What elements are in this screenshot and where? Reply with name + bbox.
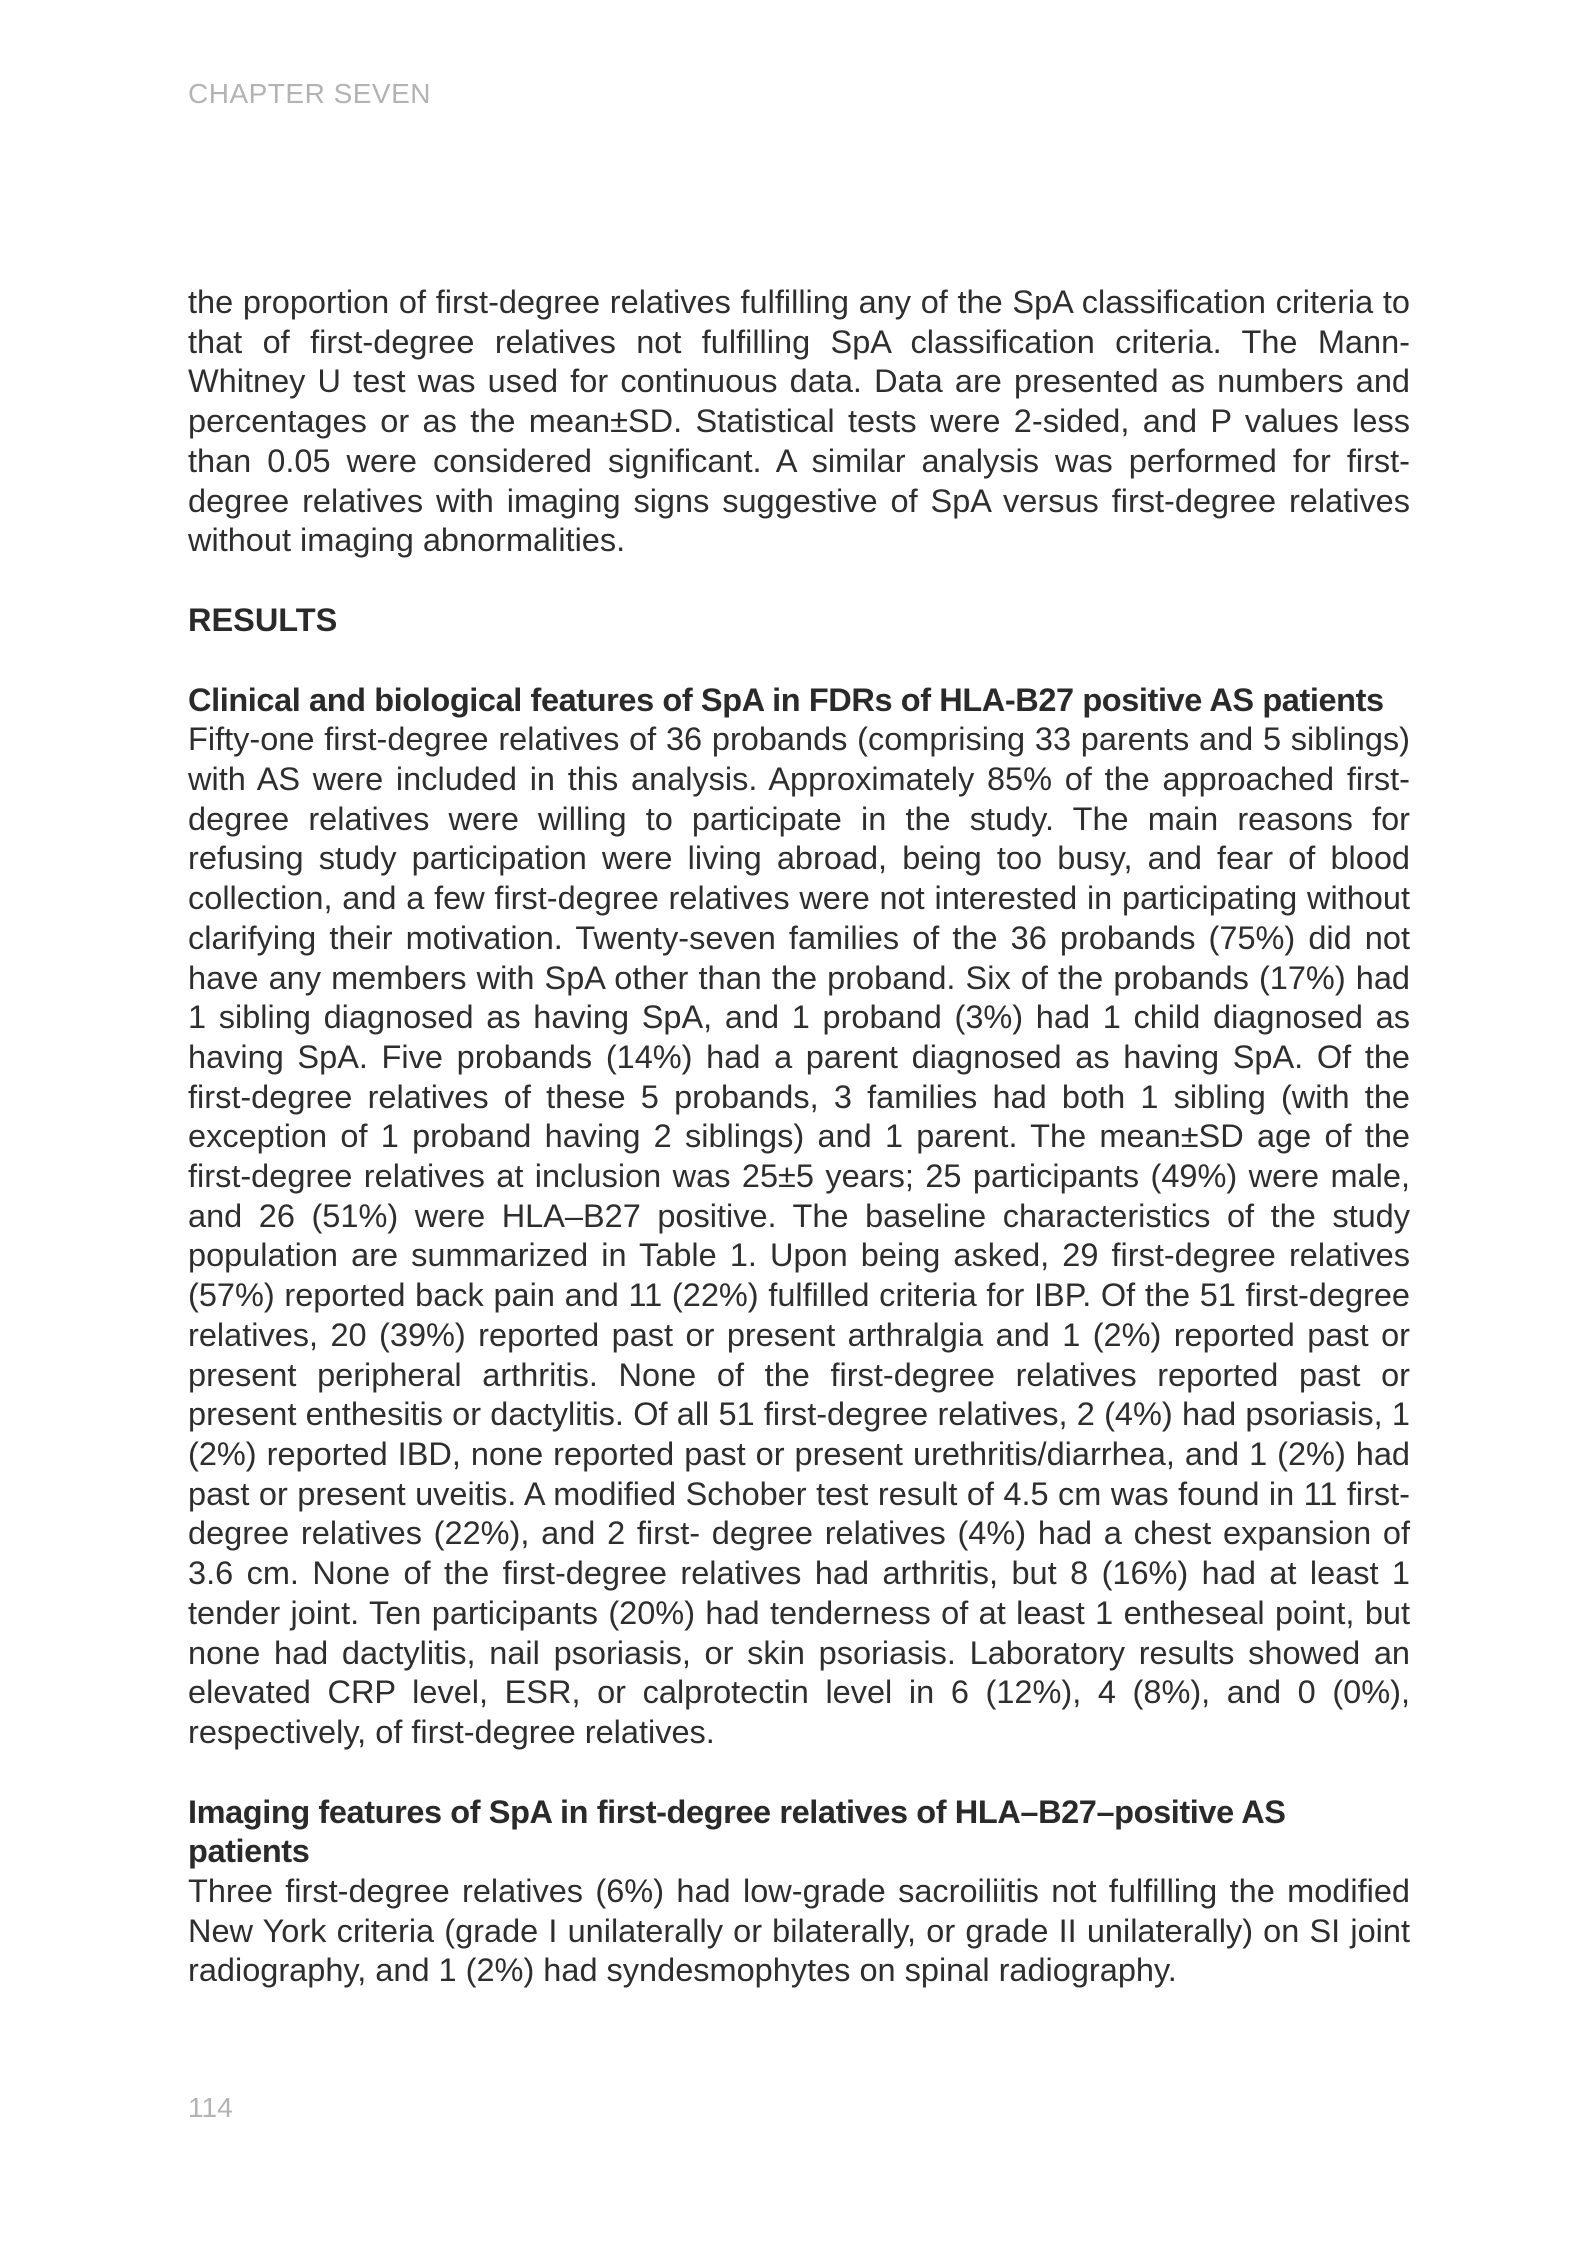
clinical-features-paragraph: Fifty-one first-degree relatives of 36 probands (comprising 33 parents and 5 siblings) with AS were included in this analysis. Approximately 85% of the approached first-degree relatives were willing to participate in the study. The main reasons for refusing study participation were living abroad, being too busy, and fear of blood collection, and a few first-degree relatives were not interested in participating without clarifying their motivation. Twenty-seven families of the 36 probands (75%) did not have any members with SpA other than the proband. Six of the probands (17%) had 1 sibling diagnosed as having SpA, and 1 proband (3%) had 1 child diagnosed as having SpA. Five probands (14%) had a parent diagnosed as having SpA. Of the first-degree relatives of these 5 probands, 3 families had both 1 sibling (with the exception of 1 proband having 2 siblings) and 1 parent. The mean±SD age of the first-degree relatives at inclusion was 25±5 years; 25 participants (49%) were male, and 26 (51%) were HLA–B27 positive. The baseline characteristics of the study population are summarized in Table 1. Upon being asked, 29 first-degree relatives (57%) reported back pain and 11 (22%) fulfilled criteria for IBP. Of the 51 first-degree relatives, 20 (39%) reported past or present arthralgia and 1 (2%) reported past or present peripheral arthritis. None of the first-degree relatives reported past or present enthesitis or dactylitis. Of all 51 first-degree relatives, 2 (4%) had psoriasis, 1 (2%) reported IBD, none reported past or present urethritis/diarrhea, and 1 (2%) had past or present uveitis. A modified Schober test result of 4.5 cm was found in 11 first-degree relatives (22%), and 2 first- degree relatives (4%) had a chest expansion of 3.6 cm. None of the first-degree relatives had arthritis, but 8 (16%) had at least 1 tender joint. Ten participants (20%) had tenderness of at least 1 entheseal point, but none had dactylitis, nail psoriasis, or skin psoriasis. Laboratory results showed an elevated CRP level, ESR, or calprotectin level in 6 (12%), 4 (8%), and 0 (0%), respectively, of first-degree relatives. [188, 721, 1410, 1750]
methods-paragraph: the proportion of first-degree relatives fulfilling any of the SpA classification criteria to that of first-degree relatives not fulfilling SpA classification criteria. The Mann-Whitney U test was used for continuous data. Data are presented as numbers and percentages or as the mean±SD. Statistical tests were 2-sided, and P values less than 0.05 were considered significant. A similar analysis was performed for first-degree relatives with imaging signs suggestive of SpA versus first-degree relatives without imaging abnormalities. [188, 284, 1410, 559]
spacer [188, 641, 1410, 681]
imaging-features-heading: Imaging features of SpA in first-degree relatives of HLA–B27–positive AS patients [188, 1793, 1286, 1870]
running-header: CHAPTER SEVEN [188, 78, 431, 109]
results-heading: RESULTS [188, 601, 338, 638]
article-body [188, 283, 1410, 1991]
imaging-features-paragraph: Three first-degree relatives (6%) had low-grade sacroiliitis not fulfilling the modified New York criteria (grade I unilaterally or bilaterally, or grade II unilaterally) on SI joint radiography, and 1 (2%) had syndesmophytes on spinal radiography. [188, 1873, 1410, 1989]
spacer [188, 1753, 1410, 1793]
clinical-features-heading: Clinical and biological features of SpA in FDRs of HLA-B27 positive AS patients [188, 681, 1384, 718]
spacer [188, 561, 1410, 601]
page-number: 114 [188, 2092, 233, 2123]
